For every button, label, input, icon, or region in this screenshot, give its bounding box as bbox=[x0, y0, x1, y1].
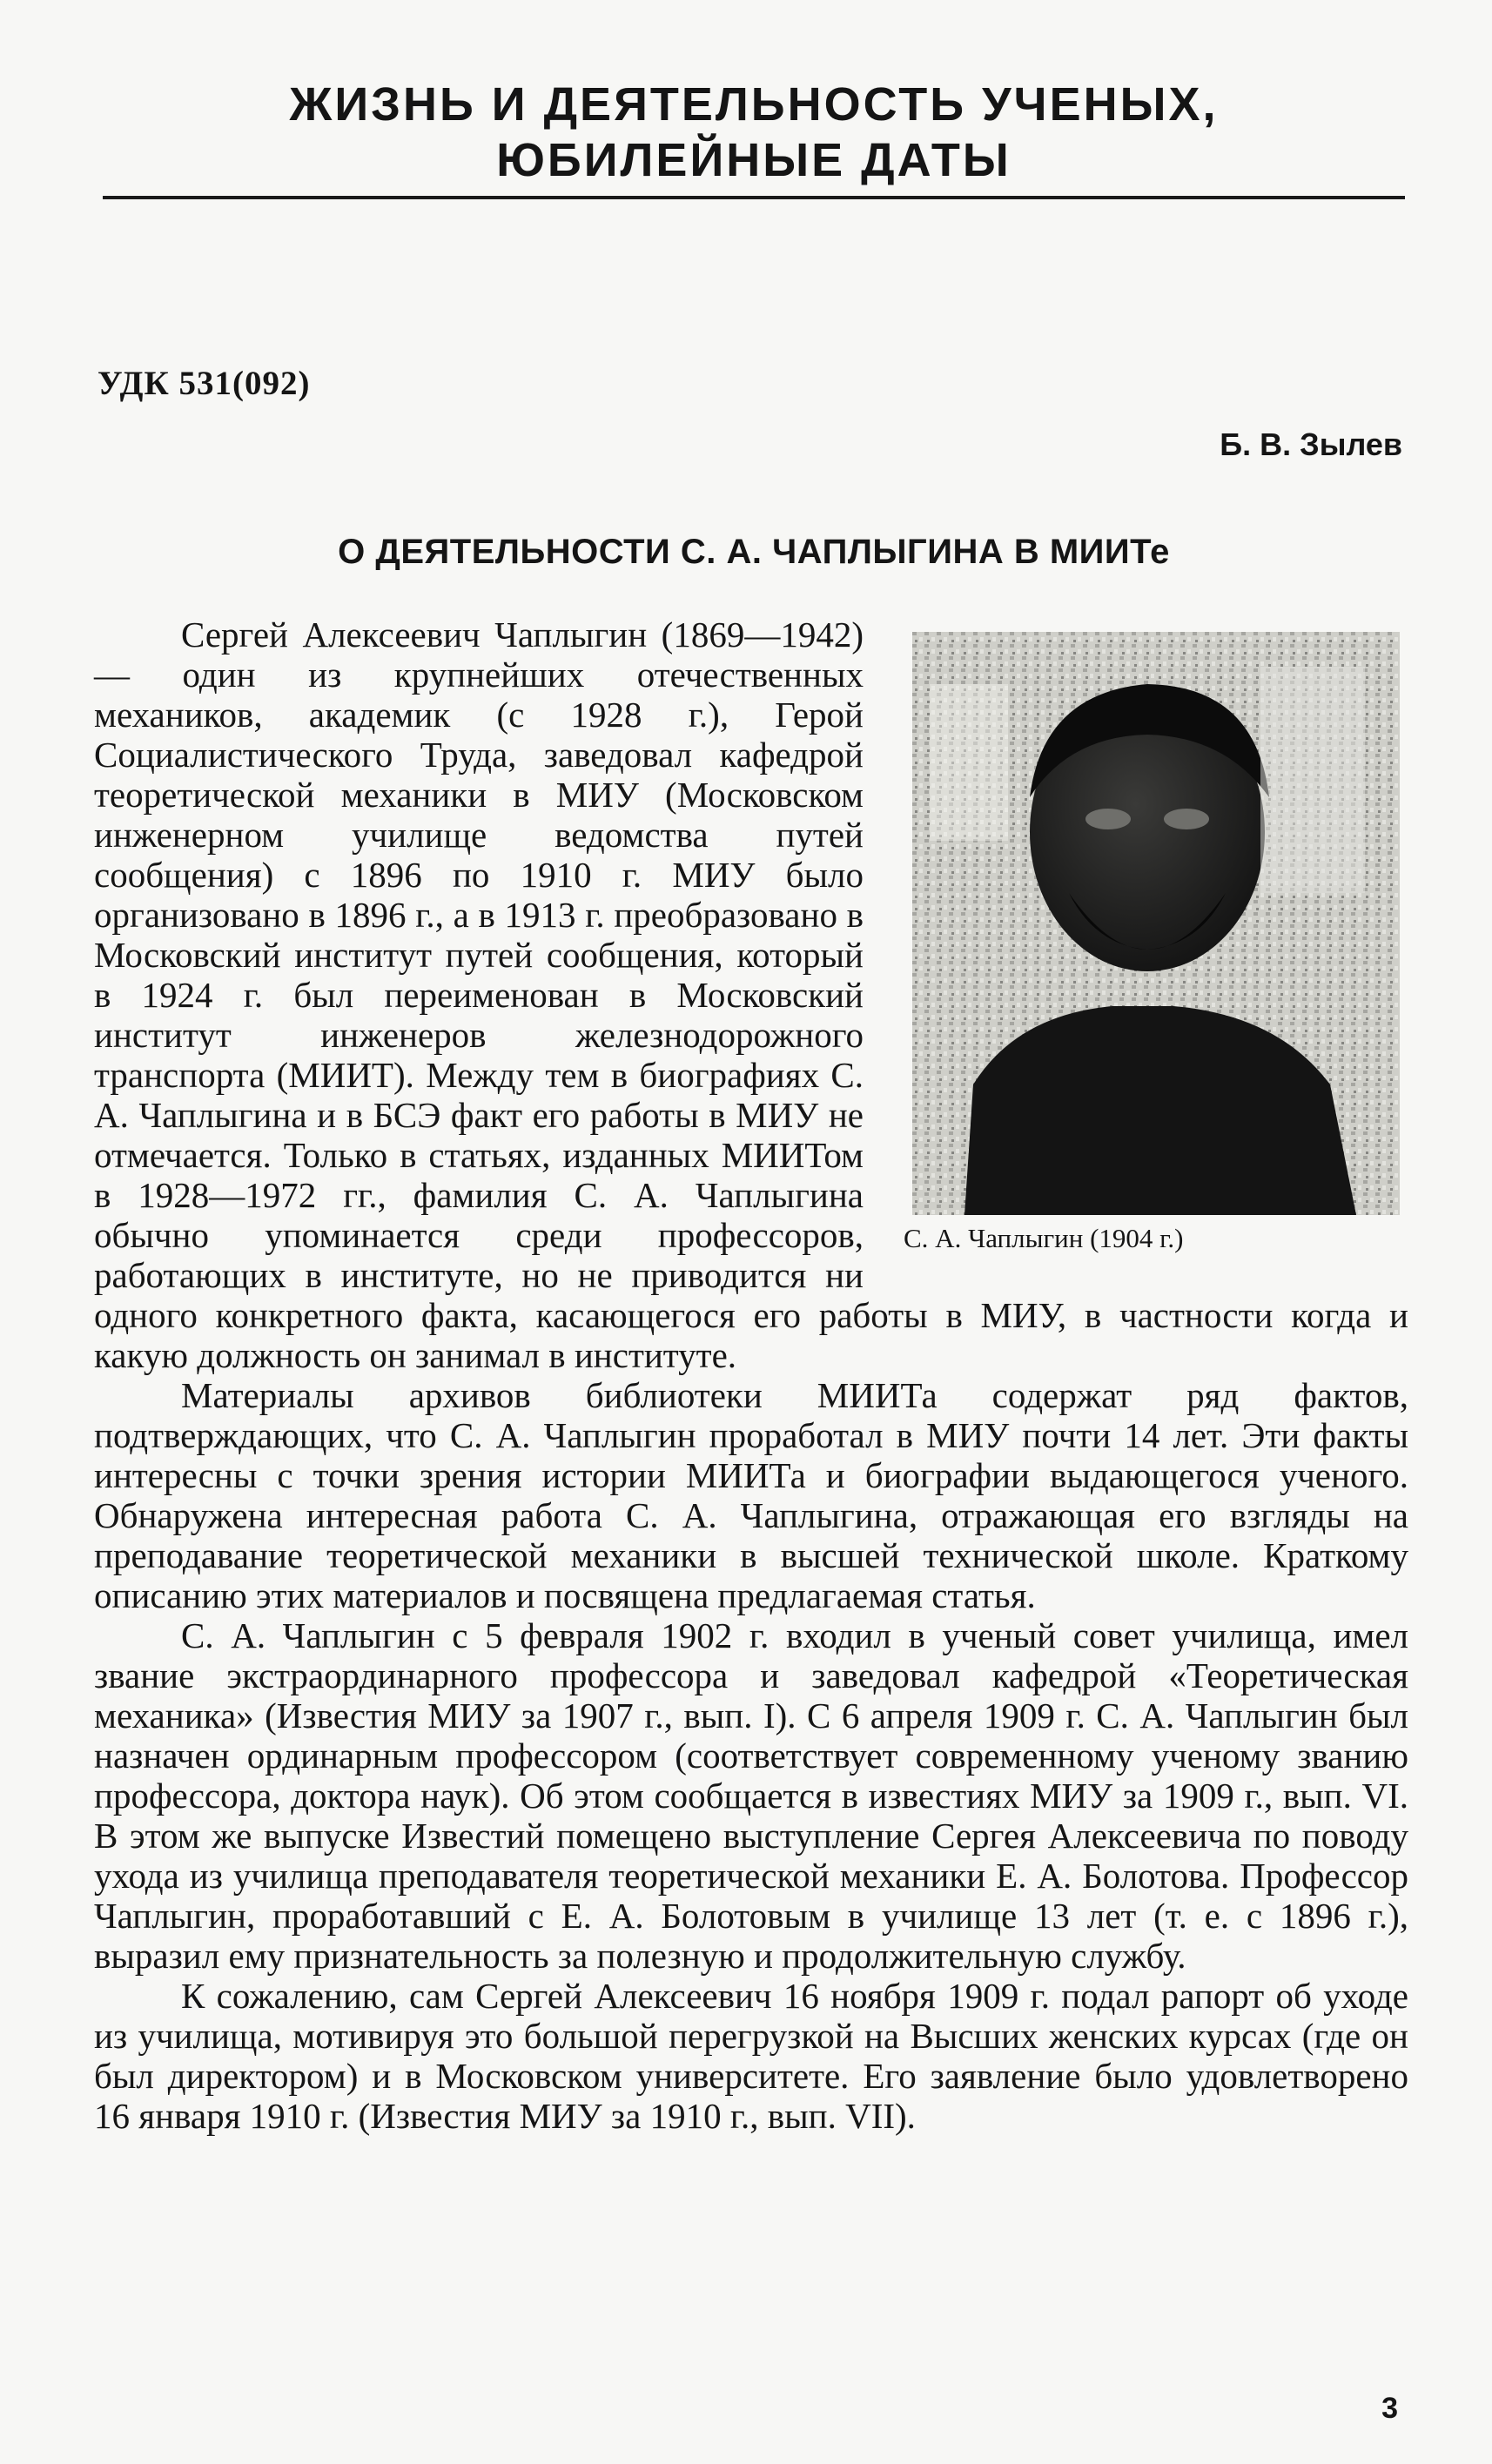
portrait-figure bbox=[904, 632, 1408, 1256]
section-header-line-2: ЮБИЛЕЙНЫЕ ДАТЫ bbox=[496, 134, 1011, 186]
section-header-line-1: ЖИЗНЬ И ДЕЯТЕЛЬНОСТЬ УЧЕНЫХ, bbox=[289, 78, 1219, 131]
portrait-photo-icon bbox=[912, 632, 1400, 1215]
paragraph-2: Материалы архивов библиотеки МИИТа содержат ряд фактов, подтверждающих, что С. А. Чаплыгин проработал в МИУ почти 14 лет. Эти факты интересны с точки зрения истории МИИТа и биографии выдающегося ученого. Обнаружена интересная работа С. А. Чаплыгина, отражающая его взгляды на преподавание теоретической механики в высшей технической школе. Краткому описанию этих материалов и посвящена предлагаемая статья. bbox=[94, 1375, 1408, 1615]
paragraph-3: С. А. Чаплыгин с 5 февраля 1902 г. входил в ученый совет училища, имел звание экстраординарного профессора и заведовал кафедрой «Теоретическая механика» (Известия МИУ за 1907 г., вып. I). С 6 апреля 1909 г. С. А. Чаплыгин был назначен ординарным профессором (соответствует современному ученому званию профессора, доктора наук). Об этом сообщается в известиях МИУ за 1909 г., вып. VI. В этом же выпуске Известий помещено выступление Сергея Алексеевича по поводу ухода из училища преподавателя теоретической механики Е. А. Болотова. Профессор Чаплыгин, проработавший с Е. А. Болотовым в училище 13 лет (т. е. с 1896 г.), выразил ему признательность за полезную и продолжительную службу. bbox=[94, 1615, 1408, 1976]
paragraph-1-text: Сергей Алексеевич Чаплыгин (1869—1942) — один из крупнейших отечественных механиков, академик (с 1928 г.), Герой Социалистического Труда, заведовал кафедрой теоретической механики в МИУ (Московском инженерном училище ведомства путей сообщения) с 1896 по 1910 г. МИУ было организовано в 1896 г., а в 1913 г. преобразовано в Московский институт путей сообщения, который в 1924 г. был переименован в Московский институт инженеров железнодорожного транспорта (МИИТ). Между тем в биографиях С. А. Чаплыгина и в БСЭ факт его работы в МИУ не отмечается. Только в статьях, изданных МИИТом в 1928—1972 гг., фамилия С. А. Чаплыгина обычно упоминается среди профессоров, работающих в институте, но не приводится ни одного конкретного факта, касающегося его работы в МИУ, в частности когда и какую должность он занимал в институте. bbox=[94, 614, 1408, 1375]
author-name: Б. В. Зылев bbox=[1220, 426, 1402, 462]
header-divider bbox=[103, 196, 1405, 199]
udc-code: УДК 531(092) bbox=[97, 365, 311, 402]
portrait-caption: С. А. Чаплыгин (1904 г.) bbox=[904, 1223, 1184, 1253]
paragraph-1 bbox=[94, 614, 1408, 1375]
paragraph-4: К сожалению, сам Сергей Алексеевич 16 ноября 1909 г. подал рапорт об уходе из училища, мотивируя это большой перегрузкой на Высших женских курсах (где он был директором) и в Московском университете. Его заявление было удовлетворено 16 января 1910 г. (Известия МИУ за 1910 г., вып. VII). bbox=[94, 1976, 1408, 2136]
section-header bbox=[103, 77, 1405, 188]
article-body bbox=[94, 614, 1408, 2136]
article-title: О ДЕЯТЕЛЬНОСТИ С. А. ЧАПЛЫГИНА В МИИТе bbox=[338, 533, 1170, 571]
page-number: 3 bbox=[1381, 2392, 1398, 2425]
